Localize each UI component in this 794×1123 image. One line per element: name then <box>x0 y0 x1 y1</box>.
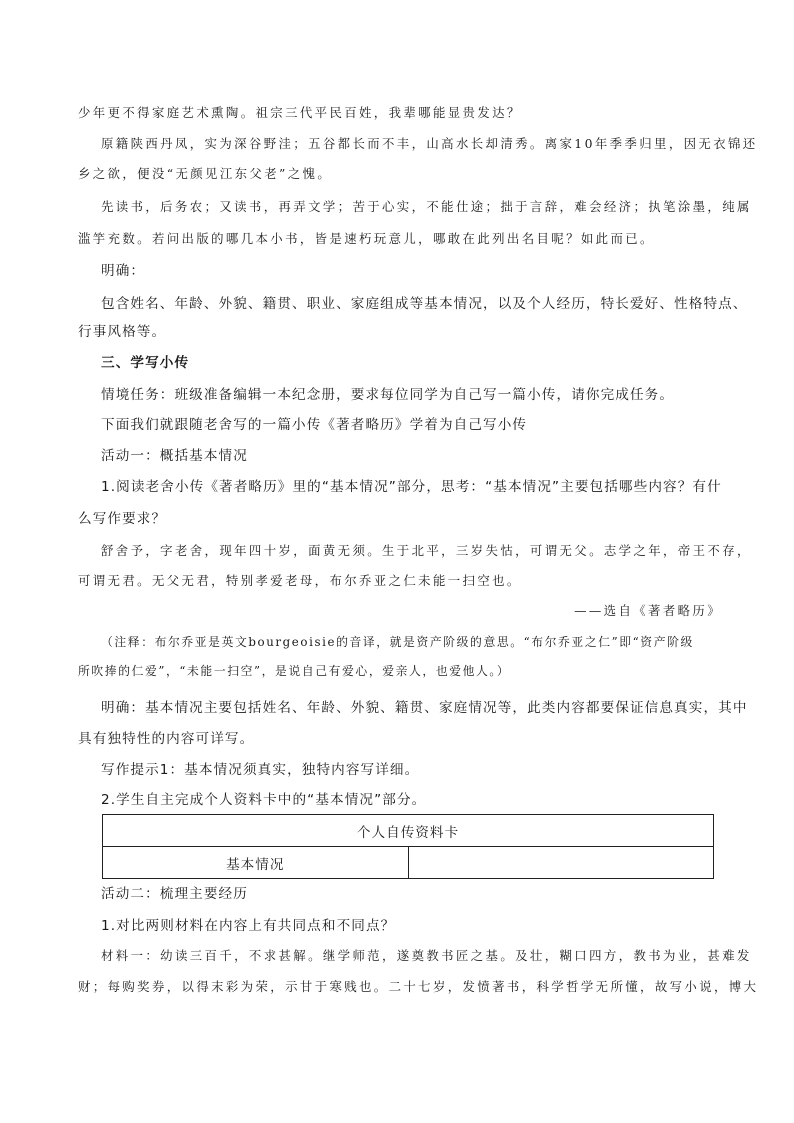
text-line: 下面我们就跟随老舍写的一篇小传《著者略历》学着为自己写小传 <box>101 417 528 433</box>
text-line: 行事风格等。 <box>78 324 167 340</box>
activity-heading: 活动二：梳理主要经历 <box>101 886 248 902</box>
text-line: 少年更不得家庭艺术熏陶。祖宗三代平民百姓，我辈哪能显贵发达？ <box>78 105 522 120</box>
writing-tip: 写作提示1：基本情况须真实，独特内容写详细。 <box>101 762 420 778</box>
annotation-line: （注释：布尔乔亚是英文bourgeoisie的音译，就是资产阶级的意思。“布尔乔亚之仁”即“资产阶级 <box>101 635 694 649</box>
quote-source: ——选自《著者略历》 <box>574 603 722 618</box>
text-line: 具有独特性的内容可详写。 <box>78 731 255 747</box>
text-line: 先读书，后务农；又读书，再弄文学；苦于心实，不能仕途；拙于言辞，难会经济；执笔涂墨，纯属 <box>101 199 752 214</box>
text-line: 乡之欲，便没“无颜见江东父老”之愧。 <box>78 166 333 181</box>
question-line: 1.对比两则材料在内容上有共同点和不同点？ <box>101 918 396 934</box>
text-line: 包含姓名、年龄、外貌、籍贯、职业、家庭组成等基本情况，以及个人经历，特长爱好、性格特点、 <box>101 296 748 312</box>
basic-info-label: 基本情况 <box>103 847 409 879</box>
quote-line: 可谓无君。无父无君，特别孝爱老母，布尔乔亚之仁未能一扫空也。 <box>78 573 522 588</box>
section-heading: 三、学写小传 <box>101 355 190 371</box>
material-line: 材料一：幼读三百千，不求甚解。继学师范，遂奠教书匠之基。及壮，糊口四方，教书为业，甚难发 <box>101 948 752 963</box>
question-line: 么写作要求？ <box>78 511 167 527</box>
text-line: 滥竽充数。若问出版的哪几本小书，皆是速朽玩意儿，哪敢在此列出名目呢？如此而已。 <box>78 231 655 246</box>
annotation-line: 所吹捧的仁爱”，“未能一扫空”，是说自己有爱心，爱亲人，也爱他人。） <box>78 664 511 678</box>
question-line: 1.阅读老舍小传《著者略历》里的“基本情况”部分，思考：“基本情况”主要包括哪些内容？有什 <box>101 479 722 495</box>
material-line: 财；每购奖券，以得末彩为荣，示甘于寒贱也。二十七岁，发愤著书，科学哲学无所懂，故写小说，博大 <box>78 979 759 994</box>
text-line: 明确：基本情况主要包括姓名、年龄、外貌、籍贯、家庭情况等，此类内容都要保证信息真实，其中 <box>101 700 748 716</box>
section-label: 明确： <box>101 263 146 279</box>
quote-line: 舒舍予，字老舍，现年四十岁，面黄无须。生于北平，三岁失怙，可谓无父。志学之年，帝王不存， <box>101 543 752 558</box>
question-line: 2.学生自主完成个人资料卡中的“基本情况”部分。 <box>101 792 427 808</box>
text-line: 原籍陕西丹凤，实为深谷野洼；五谷都长而不丰，山高水长却清秀。离家10年季季归里，因无衣锦还 <box>101 136 758 151</box>
profile-card-title: 个人自传资料卡 <box>103 815 714 847</box>
basic-info-cell[interactable] <box>408 847 714 879</box>
text-line: 情境任务：班级准备编辑一本纪念册，要求每位同学为自己写一篇小传，请你完成任务。 <box>101 387 675 403</box>
activity-heading: 活动一：概括基本情况 <box>101 448 248 464</box>
profile-card-table <box>102 814 714 879</box>
